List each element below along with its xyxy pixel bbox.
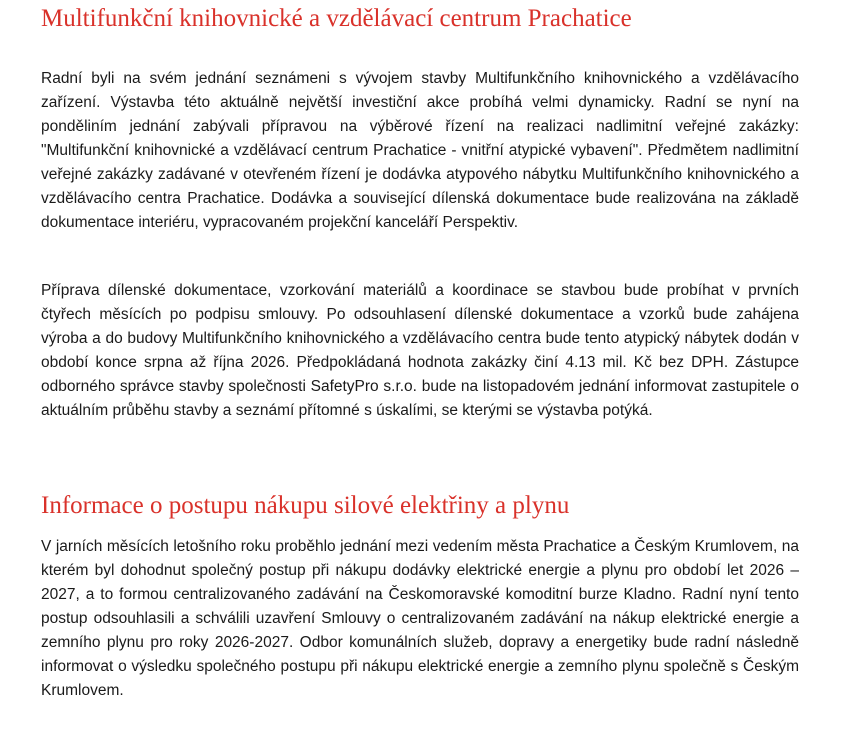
paragraph-library-development: Radní byli na svém jednání seznámeni s vývojem stavby Multifunkčního knihovnického a vzdělávacího zařízení. Výstavba této aktuálně největší investiční akce probíhá velmi dynamicky. Radní se nyní na ponděliním jednání zabývali přípravou na výběrové řízení na realizaci nadlimitní veřejné zakázky: "Multifunkční knihovnické a vzdělávací centrum Prachatice - vnitřní atypické vybavení". Předmětem nadlimitní veřejné zakázky zadávané v otevřeném řízení je dodávka atypového nábytku Multifunkčního knihovnického a vzdělávacího centra Prachatice. Dodávka a související dílenská dokumentace bude realizována na základě dokumentace interiéru, vypracovaném projekční kanceláří Perspektiv. [41, 70, 799, 231]
section-heading-energy-purchase: Informace o postupu nákupu silové elektřiny a plynu [41, 492, 570, 519]
section-heading-library-centre: Multifunkční knihovnické a vzdělávací centrum Prachatice [41, 5, 632, 32]
paragraph-library-furniture-schedule: Příprava dílenské dokumentace, vzorkování materiálů a koordinace se stavbou bude probíhat v prvních čtyřech měsících po podpisu smlouvy. Po odsouhlasení dílenské dokumentace a vzorků bude zahájena výroba a do budovy Multifunkčního knihovnického a vzdělávacího centra bude tento atypický nábytek dodán v období konce srpna až října 2026. Předpokládaná hodnota zakázky činí 4.13 mil. Kč bez DPH. Zástupce odborného správce stavby společnosti SafetyPro s.r.o. bude na listopadovém jednání informovat zastupitele o aktuálním průběhu stavby a seznámí přítomné s úskalími, se kterými se výstavba potýká. [41, 282, 799, 419]
paragraph-energy-purchase: V jarních měsících letošního roku proběhlo jednání mezi vedením města Prachatice a Českým Krumlovem, na kterém byl dohodnut společný postup při nákupu dodávky elektrické energie a plynu pro období let 2026 – 2027, a to formou centralizovaného zadávání na Českomoravské komoditní burze Kladno. Radní nyní tento postup odsouhlasili a schválili uzavření Smlouvy o centralizovaném zadávání na nákup elektrické energie a zemního plynu pro roky 2026-2027. Odbor komunálních služeb, dopravy a energetiky bude radní následně informovat o výsledku společného postupu při nákupu elektrické energie a zemního plynu společně s Českým Krumlovem. [41, 538, 799, 699]
